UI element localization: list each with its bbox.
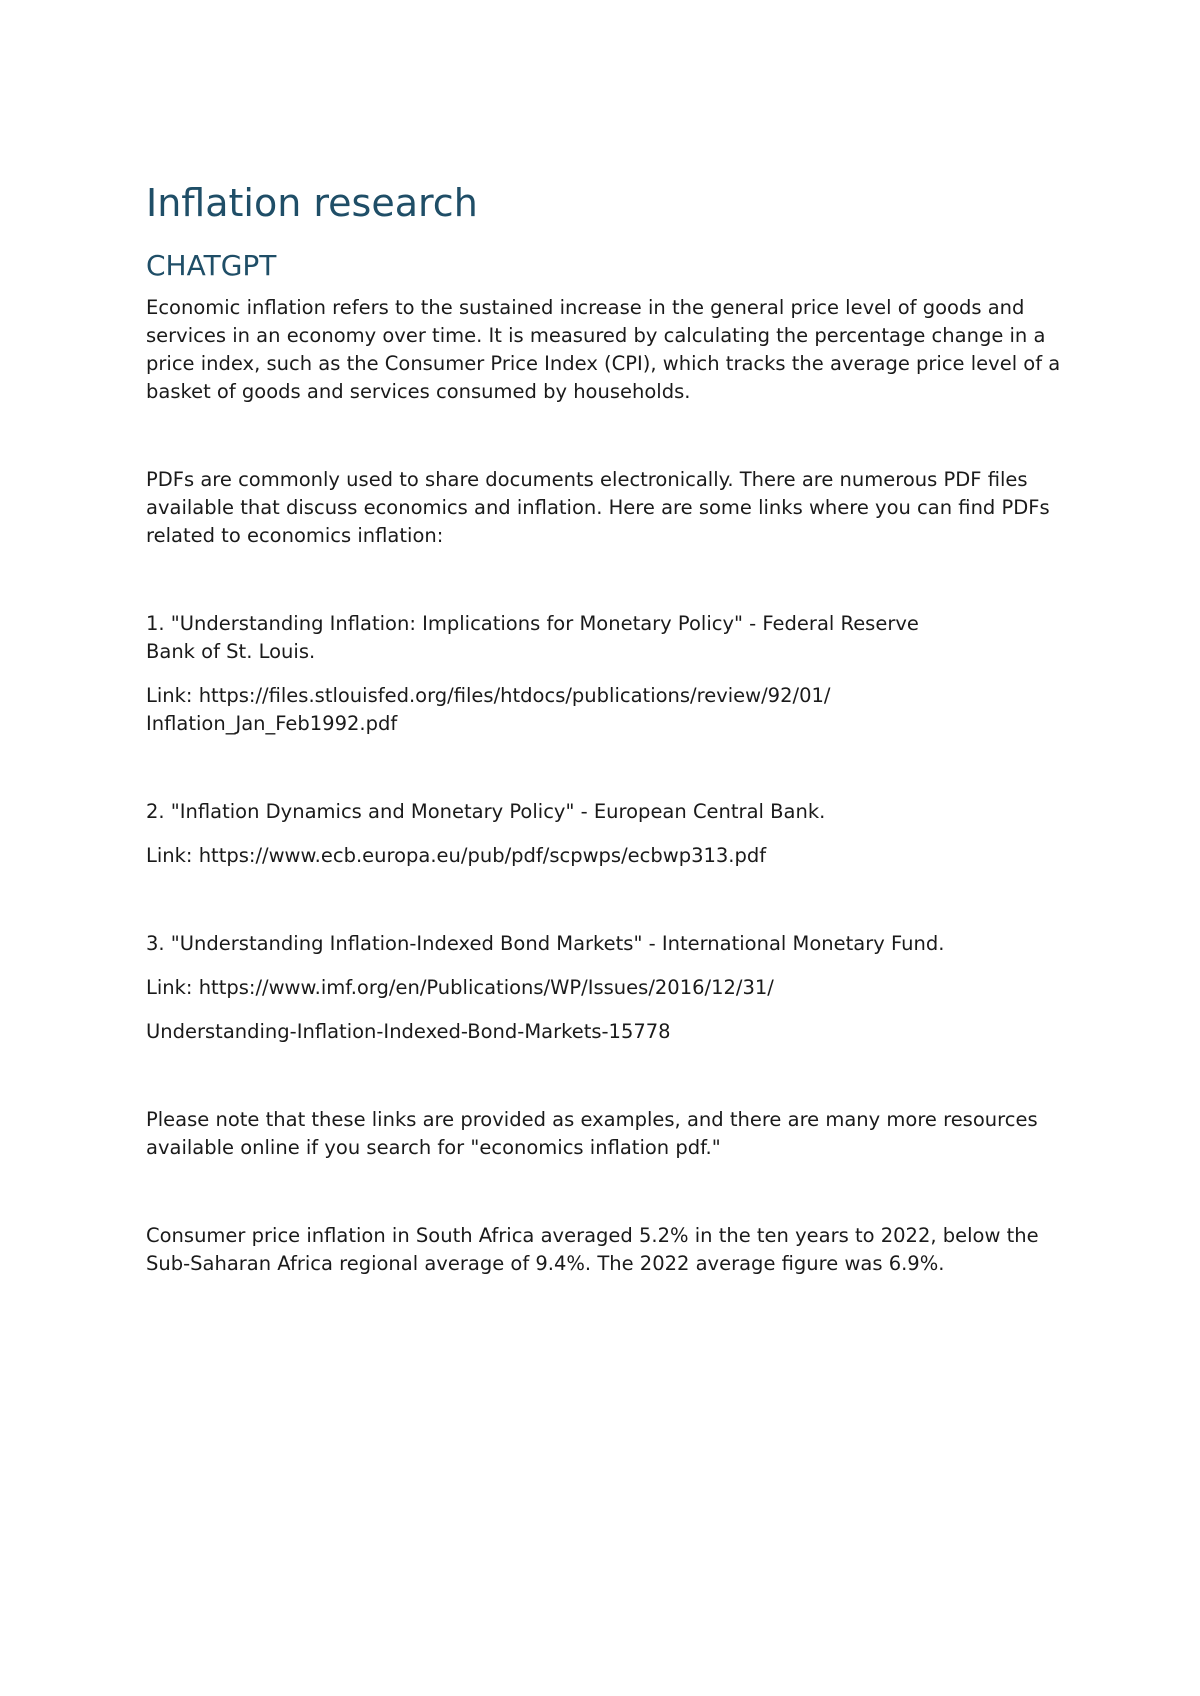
south-africa-paragraph: Consumer price inflation in South Africa averaged 5.2% in the ten years to 2022, below the Sub-Saharan Africa regional average of 9.4%. The 2022 average figure was 6.9%. — [146, 1224, 1039, 1275]
item-link[interactable]: Link: https://www.imf.org/en/Publications/WP/Issues/2016/12/31/ — [146, 976, 774, 999]
item-heading: 3. "Understanding Inflation-Indexed Bond Markets" - International Monetary Fund. — [146, 932, 945, 955]
item-heading-line: 1. "Understanding Inflation: Implications for Monetary Policy" - Federal Reserve — [146, 612, 919, 635]
section-heading: CHATGPT — [146, 249, 277, 282]
intro-paragraph: Economic inflation refers to the sustained increase in the general price level of goods and services in an economy over time. It is measured by calculating the percentage change in a price index, such as the Consumer Price Index (CPI), which tracks the average price level of a basket of goods and services consumed by households. — [146, 296, 1061, 403]
item-link[interactable]: Link: https://www.ecb.europa.eu/pub/pdf/scpwps/ecbwp313.pdf — [146, 844, 767, 867]
item-link-line[interactable]: Inflation_Jan_Feb1992.pdf — [146, 712, 398, 735]
page-title: Inflation research — [146, 181, 478, 225]
note-paragraph: Please note that these links are provided as examples, and there are many more resources available online if you search for "economics inflation pdf." — [146, 1108, 1038, 1159]
list-item — [146, 610, 1071, 738]
item-link-line[interactable]: Link: https://files.stlouisfed.org/files/htdocs/publications/review/92/01/ — [146, 684, 831, 707]
item-link[interactable]: Understanding-Inflation-Indexed-Bond-Markets-15778 — [146, 1020, 671, 1043]
item-heading-line: Bank of St. Louis. — [146, 640, 316, 663]
item-link[interactable] — [146, 682, 1071, 738]
item-heading — [146, 610, 1071, 666]
document-page — [146, 178, 1071, 1278]
pdf-paragraph: PDFs are commonly used to share documents electronically. There are numerous PDF files available that discuss economics and inflation. Here are some links where you can find PDFs related to economics inflation: — [146, 468, 1050, 547]
item-heading: 2. "Inflation Dynamics and Monetary Policy" - European Central Bank. — [146, 800, 826, 823]
list-item — [146, 798, 1071, 870]
list-item — [146, 930, 1071, 1046]
